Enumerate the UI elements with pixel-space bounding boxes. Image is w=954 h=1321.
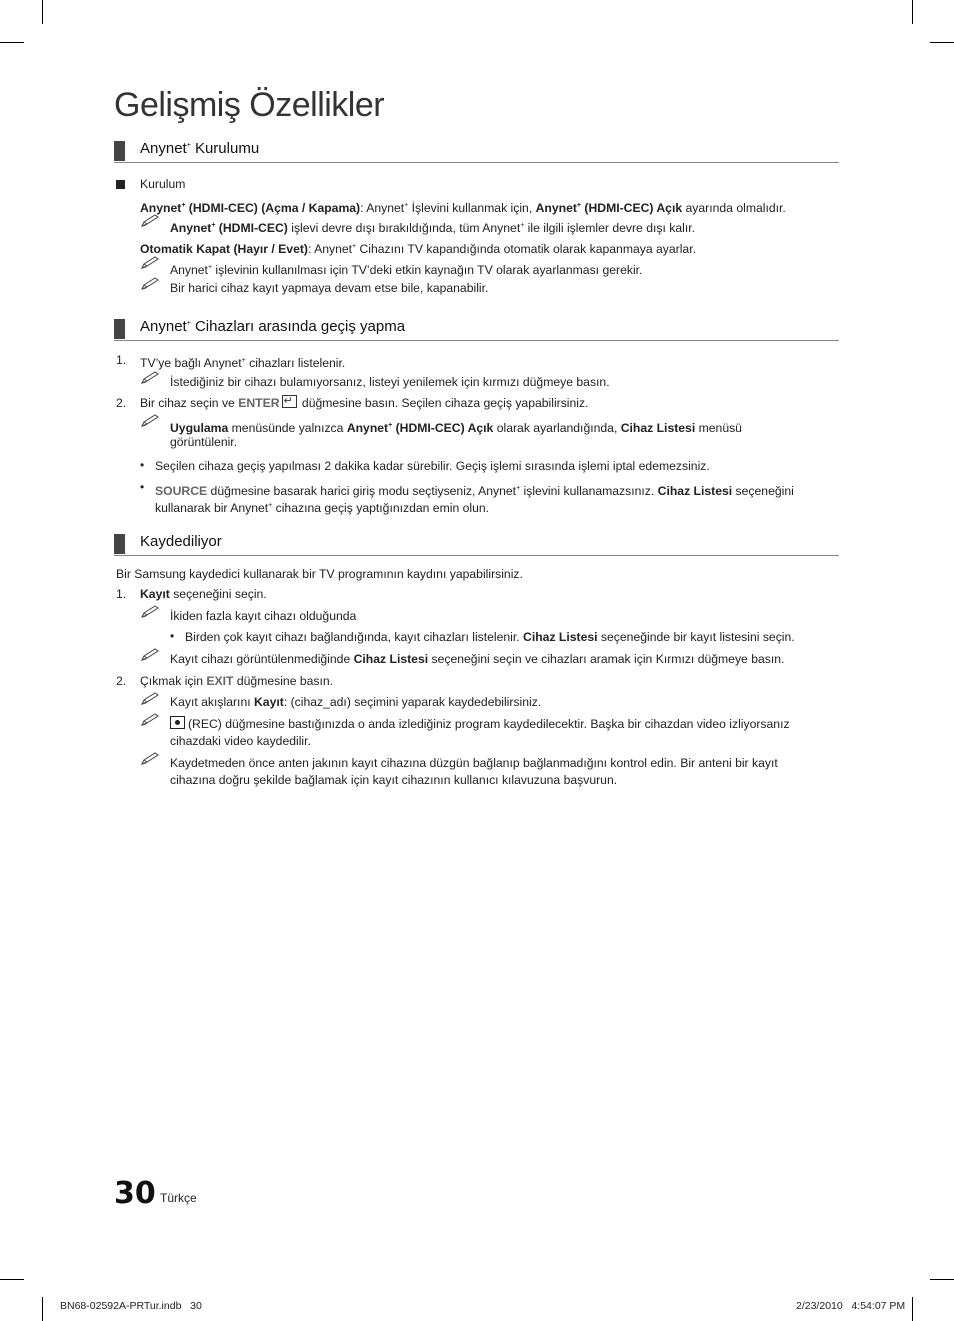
section-heading-recording [114,533,839,556]
step-number: 1. [116,353,127,367]
pencil-note-icon [140,648,160,662]
pencil-note-icon [140,713,160,727]
step-number: 2. [116,396,127,410]
pencil-note-icon [140,214,160,228]
note-line: İstediğiniz bir cihazı bulamıyorsanız, listeyi yenilemek için kırmızı düğmeye basın. [170,375,610,389]
dot-bullet-icon: • [170,629,175,643]
square-bullet-icon [116,180,125,189]
heading-bar [114,534,125,554]
intro-line: Bir Samsung kaydedici kullanarak bir TV programının kaydını yapabilirsiniz. [116,567,523,581]
footer-file: BN68-02592A-PRTur.indb 30 [60,1300,202,1312]
pencil-note-icon [140,414,160,428]
step-line: Çıkmak için EXIT düğmesine basın. [140,674,334,688]
dot-line: Seçilen cihaza geçiş yapılması 2 dakika kadar sürebilir. Geçiş işlemi sırasında işlemi iptal edemezsiniz. [155,459,710,473]
step-line: TV’ye bağlı Anynet+ cihazları listelenir. [140,356,346,371]
footer-timestamp: 2/23/2010 4:54:07 PM [796,1300,906,1312]
page-language: Türkçe [160,1191,197,1205]
note-line: Anynet+ (HDMI-CEC) işlevi devre dışı bırakıldığında, tüm Anynet+ ile ilgili işlemler devre dışı kalır. [170,221,695,236]
heading-sup: + [186,142,191,149]
note-line-cont: cihazına doğru şekilde bağlamak için kayıt cihazının kullanıcı kılavuzuna başvurun. [170,773,618,787]
note-line: Uygulama menüsünde yalnızca Anynet+ (HDMI-CEC) Açık olarak ayarlandığında, Cihaz Listesi menüsü [170,421,742,436]
pencil-note-icon [140,256,160,270]
heading-text: Kaydediliyor [140,533,222,550]
step-line: Bir cihaz seçin ve ENTER↵ düğmesine basın. Seçilen cihaza geçiş yapabilirsiniz. [140,395,588,412]
step-number: 2. [116,674,127,688]
note-line: İkiden fazla kayıt cihazı olduğunda [170,609,357,623]
step-number: 1. [116,587,127,601]
note-line: Kayıt cihazı görüntülenmediğinde Cihaz Listesi seçeneğini seçin ve cihazları aramak için Kırmızı düğmeye basın. [170,652,785,666]
pencil-note-icon [140,277,160,291]
page-title: Gelişmiş Özellikler [114,86,385,124]
crop-mark [0,1279,24,1280]
crop-mark [930,42,954,43]
crop-mark [912,0,913,24]
dot-line: Birden çok kayıt cihazı bağlandığında, kayıt cihazları listelenir. Cihaz Listesi seçeneğinde bir kayıt listesini seçin. [185,630,795,644]
crop-mark [930,1279,954,1280]
rec-button-icon [170,716,185,729]
crop-mark [0,42,24,43]
enter-icon [282,395,297,408]
setting-line: Anynet+ (HDMI-CEC) (Açma / Kapama): Anynet+ İşlevini kullanmak için, Anynet+ (HDMI-CEC) Açık ayarında olmalıdır. [140,201,786,216]
crop-mark [912,1297,913,1321]
dot-bullet-icon: • [140,458,145,472]
note-line: Kayıt akışlarını Kayıt: (cihaz_adı) seçimini yaparak kaydedebilirsiniz. [170,695,542,709]
heading-bar [114,141,125,161]
note-line: Kaydetmeden önce anten jakının kayıt cihazına düzgün bağlanıp bağlanmadığını kontrol edin. Bir anteni bir kayıt [170,756,778,770]
bullet-heading: Kurulum [140,177,186,191]
heading-text: Kurulumu [190,140,260,157]
crop-mark [42,1297,43,1321]
note-line: Anynet+ işlevinin kullanılması için TV’deki etkin kaynağın TV olarak ayarlanması gerekir. [170,263,643,278]
note-line-cont: cihazdaki video kaydedilir. [170,734,311,748]
note-line-cont: görüntülenir. [170,435,238,449]
heading-text: Cihazları arasında geçiş yapma [190,318,406,335]
heading-sup: + [186,320,191,327]
pencil-note-icon [140,605,160,619]
pencil-note-icon [140,692,160,706]
pencil-note-icon [140,371,160,385]
section-heading-anynet-setup [114,140,839,163]
pencil-note-icon [140,752,160,766]
step-line: Kayıt seçeneğini seçin. [140,587,267,601]
heading-bar [114,319,125,339]
heading-text: Anynet [140,140,187,157]
dot-bullet-icon: • [140,480,145,494]
dot-line: SOURCE düğmesine basarak harici giriş modu seçtiyseniz, Anynet+ işlevini kullanamazsınız. Cihaz Listesi seçeneğini [155,484,794,499]
crop-mark [42,0,43,24]
setting-line: Otomatik Kapat (Hayır / Evet): Anynet+ Cihazını TV kapandığında otomatik olarak kapanmaya ayarlar. [140,242,696,257]
section-heading-anynet-switch [114,318,839,341]
dot-line-cont: kullanarak bir Anynet+ cihazına geçiş yaptığınızdan emin olun. [155,501,490,516]
heading-text: Anynet [140,318,187,335]
note-line: (REC) düğmesine bastığınızda o anda izlediğiniz program kaydedilecektir. Başka bir cihazdan video izliyorsanız [170,716,790,733]
page-number: 30 [114,1176,156,1211]
note-line: Bir harici cihaz kayıt yapmaya devam etse bile, kapanabilir. [170,281,489,295]
